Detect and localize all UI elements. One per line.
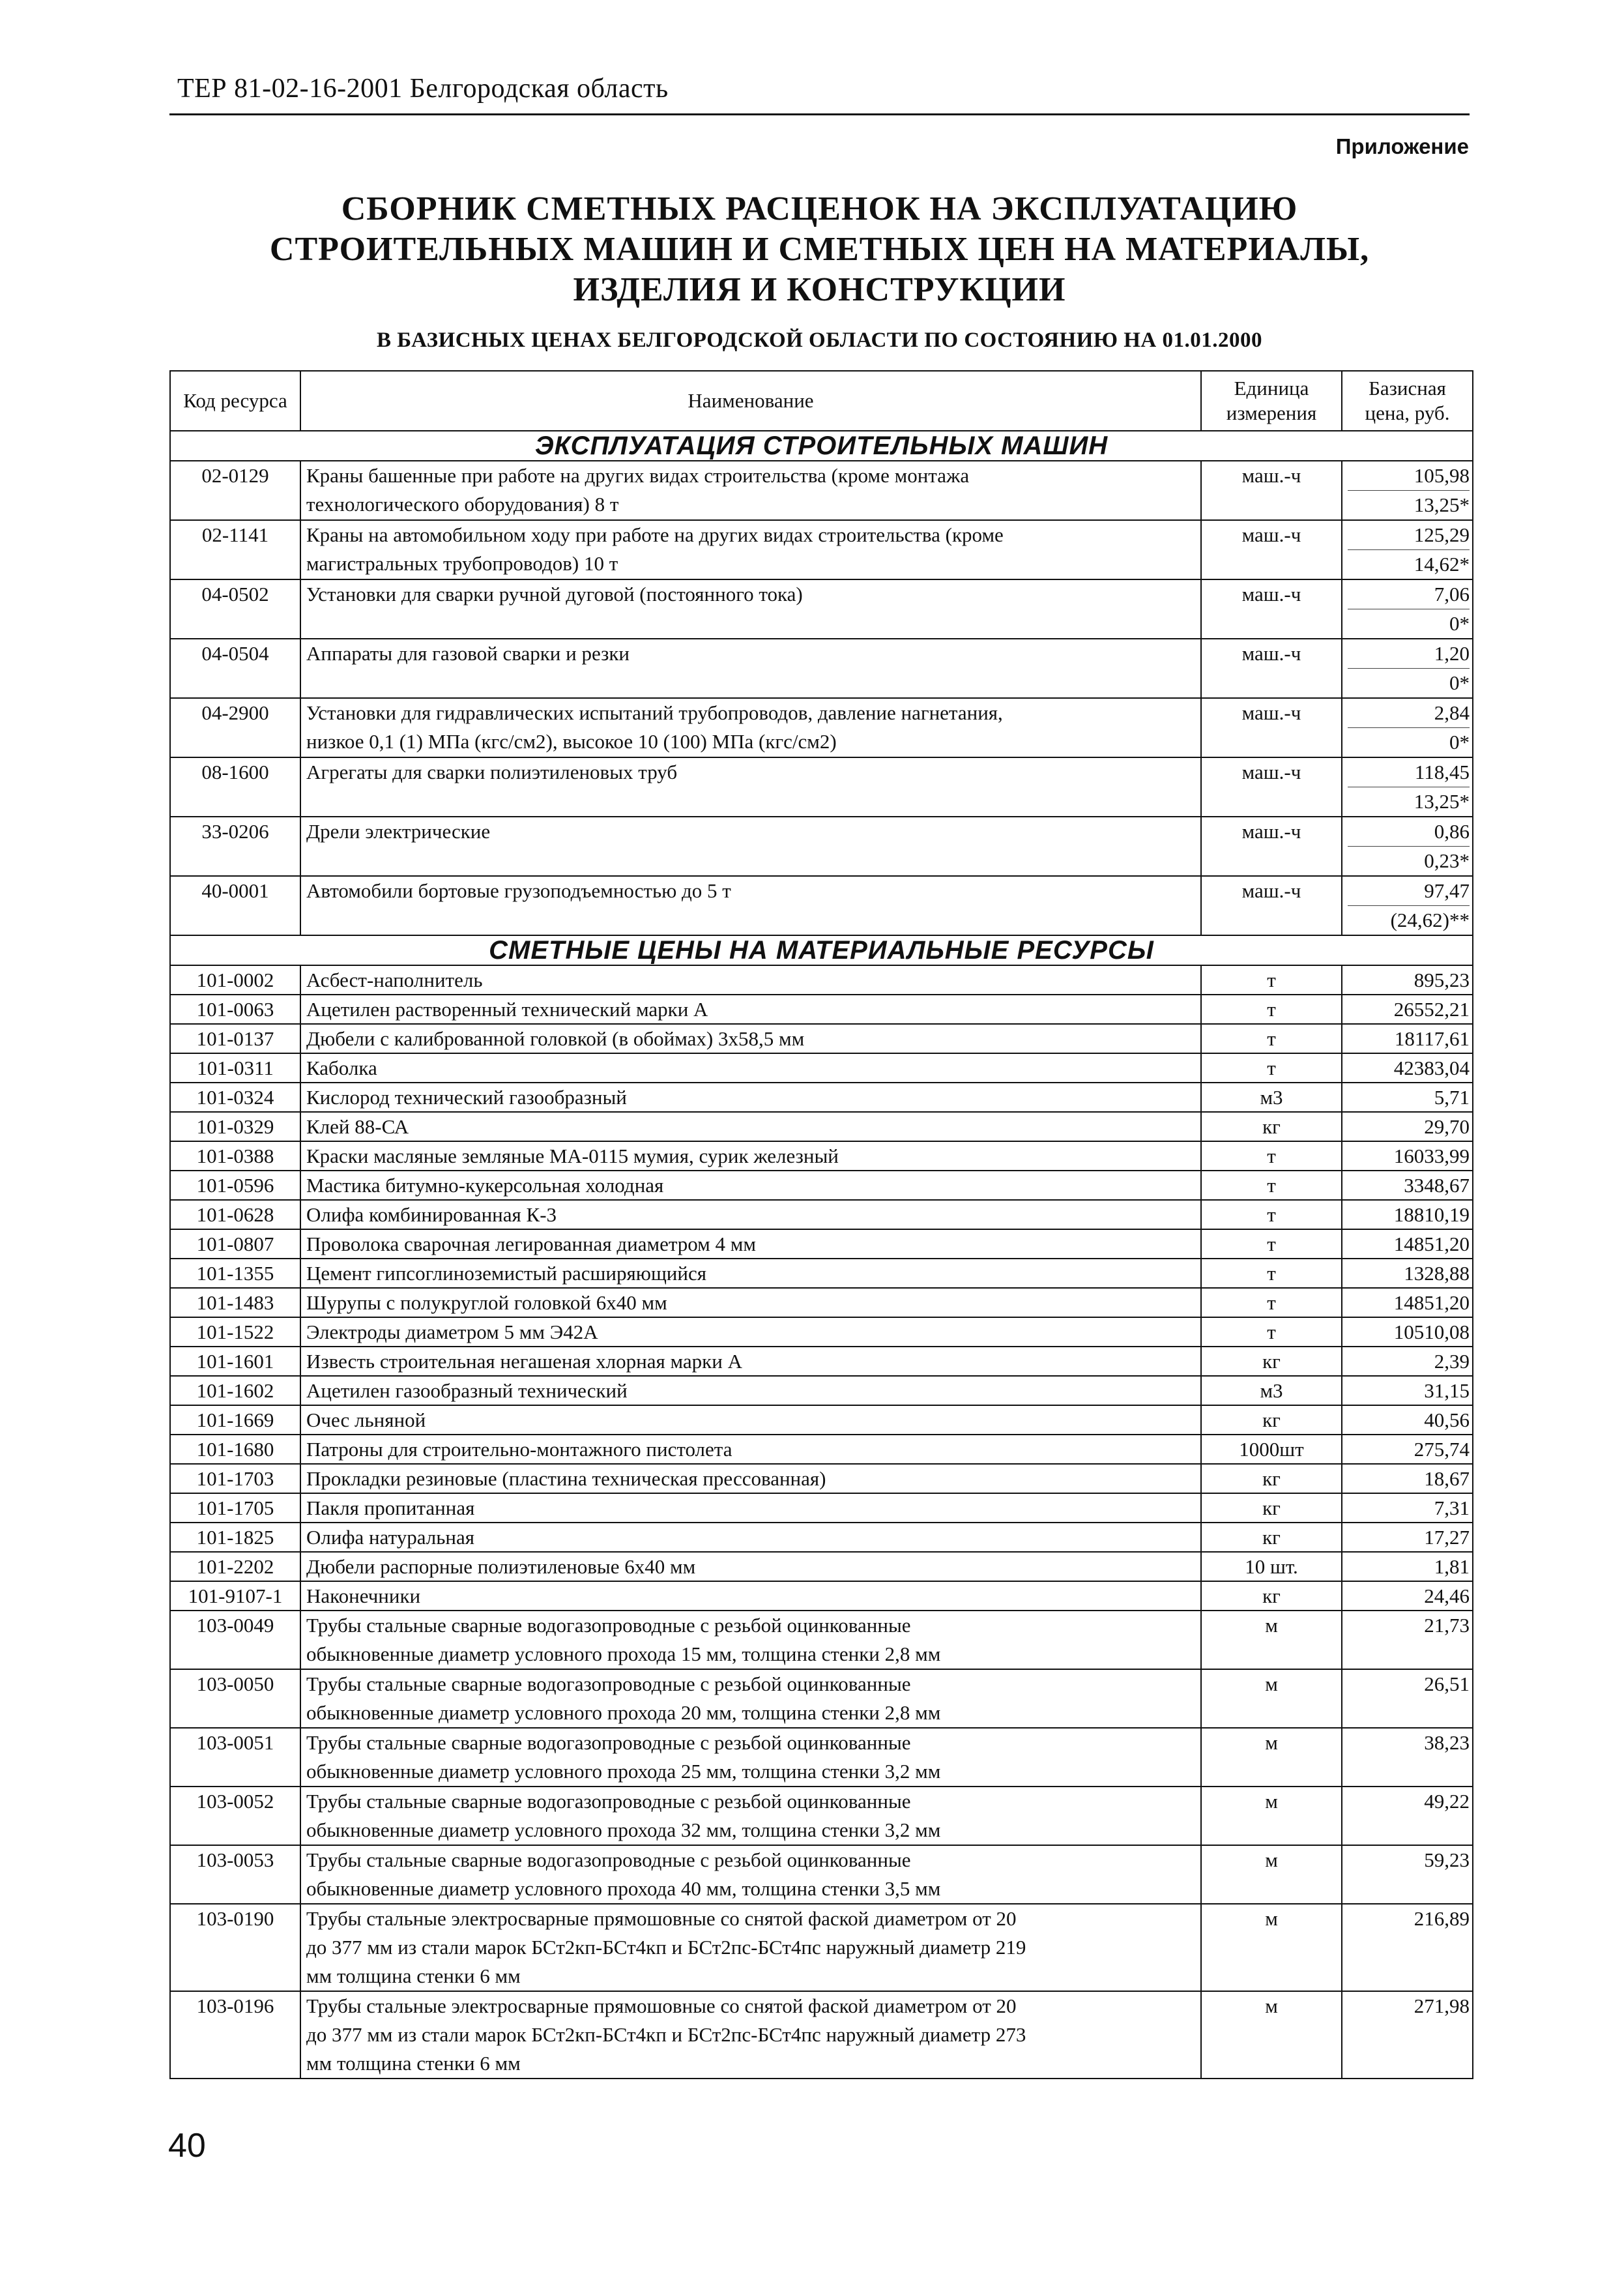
resource-name-line-2 — [306, 787, 1195, 815]
table-row — [170, 1317, 1473, 1347]
resource-name: Мастика битумно-кукерсольная холодная — [300, 1171, 1201, 1200]
resource-price: 271,98 — [1342, 1991, 1473, 2079]
resource-unit-text: маш.-ч — [1241, 761, 1301, 783]
resource-name-line-2: обыкновенные диаметр условного прохода 25 мм, толщина стенки 3,2 мм — [306, 1760, 941, 1783]
resource-price: 21,73 — [1342, 1611, 1473, 1669]
resource-code: 101-2202 — [170, 1552, 300, 1581]
base-price: 2,84 — [1434, 701, 1470, 724]
resource-name-line-1: Автомобили бортовые грузоподъемностью до 5 т — [306, 879, 731, 902]
resource-unit: м — [1201, 1787, 1342, 1845]
resource-name — [300, 579, 1201, 639]
price-table-wrapper — [169, 370, 1472, 2079]
table-row — [170, 1376, 1473, 1405]
resource-name: Шурупы с полукруглой головкой 6х40 мм — [300, 1288, 1201, 1317]
column-header-unit-line-1: Единица — [1234, 377, 1309, 400]
resource-unit: 10 шт. — [1201, 1552, 1342, 1581]
resource-unit: т — [1201, 1259, 1342, 1288]
resource-unit — [1201, 817, 1342, 876]
resource-code: 103-0196 — [170, 1991, 300, 2079]
table-row — [170, 579, 1473, 639]
appendix-label: Приложение — [1335, 134, 1469, 158]
resource-unit-text: маш.-ч — [1241, 879, 1301, 902]
table-row — [170, 1347, 1473, 1376]
resource-price: 40,56 — [1342, 1405, 1473, 1435]
table-row — [170, 1171, 1473, 1200]
resource-name-line-2 — [306, 668, 1195, 697]
resource-unit: кг — [1201, 1112, 1342, 1141]
resource-code: 101-1483 — [170, 1288, 300, 1317]
table-row — [170, 995, 1473, 1024]
resource-unit — [1201, 757, 1342, 817]
resource-price: 895,23 — [1342, 965, 1473, 995]
resource-name-line-1: Агрегаты для сварки полиэтиленовых труб — [306, 761, 678, 783]
resource-code: 101-0311 — [170, 1053, 300, 1083]
table-row — [170, 461, 1473, 520]
resource-name: Электроды диаметром 5 мм Э42А — [300, 1317, 1201, 1347]
resource-name-line-2: технологического оборудования) 8 т — [306, 493, 619, 516]
resource-unit: т — [1201, 995, 1342, 1024]
base-price: 118,45 — [1414, 761, 1470, 783]
resource-name: Краски масляные земляные МА-0115 мумия, сурик железный — [300, 1141, 1201, 1171]
table-row — [170, 1288, 1473, 1317]
column-header-unit-line-2: измерения — [1226, 401, 1317, 424]
resource-code: 103-0049 — [170, 1611, 300, 1669]
resource-code — [170, 639, 300, 698]
resource-name: Известь строительная негашеная хлорная марки А — [300, 1347, 1201, 1376]
title-line-1: СБОРНИК СМЕТНЫХ РАСЦЕНОК НА ЭКСПЛУАТАЦИЮ — [341, 190, 1298, 227]
base-price-wage-component: 13,25* — [1348, 490, 1470, 519]
base-price-wage-component: (24,62)** — [1348, 905, 1470, 935]
resource-code: 101-0002 — [170, 965, 300, 995]
base-price: 105,98 — [1414, 464, 1470, 487]
resource-name — [300, 1669, 1201, 1728]
resource-price: 26,51 — [1342, 1669, 1473, 1728]
resource-name — [300, 520, 1201, 579]
base-price: 125,29 — [1414, 523, 1470, 546]
resource-name-line-2: до 377 мм из стали марок БСт2кп-БСт4кп и БСт2пс-БСт4пс наружный диаметр 273 — [306, 2023, 1026, 2046]
base-price: 7,06 — [1434, 583, 1470, 606]
resource-unit: т — [1201, 1200, 1342, 1229]
resource-unit: т — [1201, 1317, 1342, 1347]
table-header-row — [170, 371, 1473, 431]
table-row — [170, 1024, 1473, 1053]
materials-section — [170, 935, 1473, 2079]
resource-code — [170, 520, 300, 579]
resource-name-line-2: обыкновенные диаметр условного прохода 40 мм, толщина стенки 3,5 мм — [306, 1877, 941, 1900]
resource-name — [300, 1787, 1201, 1845]
resource-name: Асбест-наполнитель — [300, 965, 1201, 995]
table-row — [170, 1405, 1473, 1435]
table-row — [170, 520, 1473, 579]
resource-name-line-2: до 377 мм из стали марок БСт2кп-БСт4кп и БСт2пс-БСт4пс наружный диаметр 219 — [306, 1936, 1026, 1959]
resource-code — [170, 757, 300, 817]
column-header-code: Код ресурса — [170, 371, 300, 431]
resource-code: 101-1705 — [170, 1493, 300, 1523]
price-table — [169, 370, 1473, 2079]
resource-price: 31,15 — [1342, 1376, 1473, 1405]
resource-price: 18,67 — [1342, 1464, 1473, 1493]
table-row — [170, 1581, 1473, 1611]
title-block — [169, 189, 1470, 353]
section-title-machines: ЭКСПЛУАТАЦИЯ СТРОИТЕЛЬНЫХ МАШИН — [170, 431, 1473, 461]
resource-name: Каболка — [300, 1053, 1201, 1083]
resource-code-text: 02-0129 — [201, 464, 269, 487]
resource-code: 101-1703 — [170, 1464, 300, 1493]
resource-unit-text: маш.-ч — [1241, 820, 1301, 843]
resource-code: 101-0324 — [170, 1083, 300, 1112]
resource-unit: м — [1201, 1728, 1342, 1787]
resource-name-line-2: обыкновенные диаметр условного прохода 15 мм, толщина стенки 2,8 мм — [306, 1642, 941, 1665]
table-row — [170, 1845, 1473, 1904]
resource-price: 42383,04 — [1342, 1053, 1473, 1083]
table-row — [170, 1141, 1473, 1171]
resource-unit — [1201, 461, 1342, 520]
resource-unit: т — [1201, 965, 1342, 995]
resource-code: 101-1825 — [170, 1523, 300, 1552]
resource-name: Проволока сварочная легированная диаметром 4 мм — [300, 1229, 1201, 1259]
resource-name: Ацетилен газообразный технический — [300, 1376, 1201, 1405]
resource-code: 103-0053 — [170, 1845, 300, 1904]
resource-unit: т — [1201, 1171, 1342, 1200]
resource-price: 7,31 — [1342, 1493, 1473, 1523]
table-row — [170, 1728, 1473, 1787]
resource-unit: кг — [1201, 1493, 1342, 1523]
resource-name: Олифа натуральная — [300, 1523, 1201, 1552]
resource-price: 275,74 — [1342, 1435, 1473, 1464]
table-row — [170, 1083, 1473, 1112]
resource-name-line-1: Трубы стальные сварные водогазопроводные с резьбой оцинкованные — [306, 1614, 911, 1637]
column-header-name: Наименование — [300, 371, 1201, 431]
resource-unit: м — [1201, 1991, 1342, 2079]
resource-name: Очес льняной — [300, 1405, 1201, 1435]
table-row — [170, 817, 1473, 876]
resource-code-text: 33-0206 — [201, 820, 269, 843]
base-price-wage-component: 13,25* — [1348, 787, 1470, 816]
resource-name: Прокладки резиновые (пластина техническая прессованная) — [300, 1464, 1201, 1493]
resource-price — [1342, 579, 1473, 639]
resource-name: Ацетилен растворенный технический марки А — [300, 995, 1201, 1024]
resource-unit: кг — [1201, 1347, 1342, 1376]
column-header-price-line-2: цена, руб. — [1365, 401, 1450, 424]
resource-name — [300, 817, 1201, 876]
column-header-unit — [1201, 371, 1342, 431]
resource-unit-text: маш.-ч — [1241, 523, 1301, 546]
base-price: 0,86 — [1434, 820, 1470, 843]
resource-name-line-1: Трубы стальные сварные водогазопроводные с резьбой оцинкованные — [306, 1790, 911, 1813]
resource-code: 101-0807 — [170, 1229, 300, 1259]
resource-name — [300, 698, 1201, 757]
resource-name-line-1: Аппараты для газовой сварки и резки — [306, 642, 630, 665]
resource-unit-text: маш.-ч — [1241, 464, 1301, 487]
resource-code: 101-1680 — [170, 1435, 300, 1464]
resource-unit — [1201, 520, 1342, 579]
resource-price — [1342, 461, 1473, 520]
resource-code-text: 04-0504 — [201, 642, 269, 665]
resource-code: 101-0063 — [170, 995, 300, 1024]
resource-code — [170, 876, 300, 935]
resource-price — [1342, 757, 1473, 817]
resource-unit-text: маш.-ч — [1241, 701, 1301, 724]
resource-name-line-1: Трубы стальные электросварные прямошовные со снятой фаской диаметром от 20 — [306, 1994, 1017, 2017]
base-price: 97,47 — [1424, 879, 1470, 902]
resource-price: 1,81 — [1342, 1552, 1473, 1581]
resource-code — [170, 817, 300, 876]
resource-code-text: 04-0502 — [201, 583, 269, 606]
resource-unit: т — [1201, 1288, 1342, 1317]
resource-code — [170, 579, 300, 639]
table-row — [170, 1787, 1473, 1845]
resource-code: 101-9107-1 — [170, 1581, 300, 1611]
section-header-row — [170, 431, 1473, 461]
resource-price: 2,39 — [1342, 1347, 1473, 1376]
resource-code — [170, 698, 300, 757]
resource-name — [300, 1991, 1201, 2079]
header-rule — [169, 113, 1470, 115]
resource-unit — [1201, 639, 1342, 698]
resource-price: 29,70 — [1342, 1112, 1473, 1141]
resource-code: 103-0051 — [170, 1728, 300, 1787]
resource-unit — [1201, 698, 1342, 757]
table-row — [170, 1523, 1473, 1552]
table-row — [170, 1669, 1473, 1728]
resource-code: 101-1601 — [170, 1347, 300, 1376]
table-row — [170, 1552, 1473, 1581]
resource-name-line-2: обыкновенные диаметр условного прохода 20 мм, толщина стенки 2,8 мм — [306, 1701, 941, 1724]
resource-code: 101-0388 — [170, 1141, 300, 1171]
base-price-wage-component: 0* — [1348, 609, 1470, 638]
resource-price: 18117,61 — [1342, 1024, 1473, 1053]
table-row — [170, 698, 1473, 757]
resource-name-line-2: магистральных трубопроводов) 10 т — [306, 552, 618, 575]
resource-price: 59,23 — [1342, 1845, 1473, 1904]
resource-name-line-2 — [306, 905, 1195, 934]
title-line-3: ИЗДЕЛИЯ И КОНСТРУКЦИИ — [573, 271, 1066, 308]
resource-name — [300, 757, 1201, 817]
column-header-price-line-1: Базисная — [1369, 377, 1446, 400]
resource-unit: т — [1201, 1024, 1342, 1053]
table-row — [170, 757, 1473, 817]
resource-price — [1342, 639, 1473, 698]
resource-name-line-1: Краны на автомобильном ходу при работе на других видах строительства (кроме — [306, 523, 1004, 546]
page-number: 40 — [168, 2127, 206, 2165]
resource-unit-text: маш.-ч — [1241, 642, 1301, 665]
resource-unit: т — [1201, 1053, 1342, 1083]
resource-name-line-3: мм толщина стенки 6 мм — [306, 1964, 521, 1987]
resource-code: 101-1669 — [170, 1405, 300, 1435]
resource-price: 10510,08 — [1342, 1317, 1473, 1347]
resource-code: 101-0596 — [170, 1171, 300, 1200]
column-header-price — [1342, 371, 1473, 431]
resource-name — [300, 461, 1201, 520]
resource-unit: м — [1201, 1669, 1342, 1728]
resource-unit — [1201, 579, 1342, 639]
resource-name — [300, 1904, 1201, 1991]
machines-section — [170, 431, 1473, 935]
resource-name-line-1: Трубы стальные сварные водогазопроводные с резьбой оцинкованные — [306, 1672, 911, 1695]
section-title-materials: СМЕТНЫЕ ЦЕНЫ НА МАТЕРИАЛЬНЫЕ РЕСУРСЫ — [170, 935, 1473, 965]
resource-name-line-2 — [306, 846, 1195, 875]
resource-code-text: 04-2900 — [201, 701, 269, 724]
document-subtitle: В БАЗИСНЫХ ЦЕНАХ БЕЛГОРОДСКОЙ ОБЛАСТИ ПО СОСТОЯНИЮ НА 01.01.2000 — [377, 328, 1262, 352]
table-row — [170, 1259, 1473, 1288]
resource-price: 14851,20 — [1342, 1229, 1473, 1259]
resource-name: Дюбели с калиброванной головкой (в обоймах) 3х58,5 мм — [300, 1024, 1201, 1053]
resource-code: 101-1355 — [170, 1259, 300, 1288]
resource-name — [300, 639, 1201, 698]
resource-name-line-1: Трубы стальные электросварные прямошовные со снятой фаской диаметром от 20 — [306, 1907, 1017, 1930]
resource-name: Дюбели распорные полиэтиленовые 6х40 мм — [300, 1552, 1201, 1581]
resource-price — [1342, 817, 1473, 876]
resource-price: 17,27 — [1342, 1523, 1473, 1552]
table-row — [170, 1991, 1473, 2079]
resource-price: 216,89 — [1342, 1904, 1473, 1991]
resource-unit: кг — [1201, 1581, 1342, 1611]
resource-name-line-2 — [306, 609, 1195, 637]
resource-name-line-1: Трубы стальные сварные водогазопроводные с резьбой оцинкованные — [306, 1731, 911, 1754]
resource-name-line-1: Установки для гидравлических испытаний трубопроводов, давление нагнетания, — [306, 701, 1003, 724]
table-row — [170, 1229, 1473, 1259]
resource-code: 103-0050 — [170, 1669, 300, 1728]
resource-code — [170, 461, 300, 520]
resource-unit: м — [1201, 1845, 1342, 1904]
resource-code: 101-0329 — [170, 1112, 300, 1141]
resource-price: 49,22 — [1342, 1787, 1473, 1845]
table-row — [170, 1904, 1473, 1991]
table-row — [170, 1112, 1473, 1141]
resource-unit: м — [1201, 1611, 1342, 1669]
resource-name-line-1: Краны башенные при работе на других видах строительства (кроме монтажа — [306, 464, 970, 487]
table-row — [170, 1493, 1473, 1523]
resource-name — [300, 1611, 1201, 1669]
resource-price: 16033,99 — [1342, 1141, 1473, 1171]
running-header: ТЕР 81-02-16-2001 Белгородская область — [177, 74, 669, 104]
resource-price — [1342, 876, 1473, 935]
table-row — [170, 1200, 1473, 1229]
resource-code-text: 40-0001 — [201, 879, 269, 902]
resource-unit: т — [1201, 1141, 1342, 1171]
resource-price: 5,71 — [1342, 1083, 1473, 1112]
resource-unit: кг — [1201, 1464, 1342, 1493]
resource-name-line-3: мм толщина стенки 6 мм — [306, 2052, 521, 2075]
base-price-wage-component: 14,62* — [1348, 549, 1470, 579]
table-row — [170, 1464, 1473, 1493]
resource-name — [300, 1728, 1201, 1787]
resource-price: 3348,67 — [1342, 1171, 1473, 1200]
resource-unit: 1000шт — [1201, 1435, 1342, 1464]
resource-name: Наконечники — [300, 1581, 1201, 1611]
resource-name — [300, 876, 1201, 935]
base-price-wage-component: 0* — [1348, 668, 1470, 697]
resource-unit — [1201, 876, 1342, 935]
document-title — [169, 189, 1470, 310]
resource-name-line-2: обыкновенные диаметр условного прохода 32 мм, толщина стенки 3,2 мм — [306, 1818, 941, 1841]
resource-price: 14851,20 — [1342, 1288, 1473, 1317]
table-row — [170, 1053, 1473, 1083]
resource-unit: т — [1201, 1229, 1342, 1259]
section-header-row — [170, 935, 1473, 965]
resource-code: 101-0628 — [170, 1200, 300, 1229]
resource-code: 101-1602 — [170, 1376, 300, 1405]
resource-code: 103-0190 — [170, 1904, 300, 1991]
resource-name — [300, 1845, 1201, 1904]
resource-unit: кг — [1201, 1523, 1342, 1552]
table-row — [170, 876, 1473, 935]
resource-name: Кислород технический газообразный — [300, 1083, 1201, 1112]
resource-name: Цемент гипсоглиноземистый расширяющийся — [300, 1259, 1201, 1288]
resource-name-line-1: Трубы стальные сварные водогазопроводные с резьбой оцинкованные — [306, 1848, 911, 1871]
resource-unit: м — [1201, 1904, 1342, 1991]
table-row — [170, 965, 1473, 995]
resource-price: 24,46 — [1342, 1581, 1473, 1611]
resource-code: 101-0137 — [170, 1024, 300, 1053]
resource-name-line-2: низкое 0,1 (1) МПа (кгс/см2), высокое 10 (100) МПа (кгс/см2) — [306, 730, 837, 753]
resource-name-line-1: Дрели электрические — [306, 820, 491, 843]
resource-code-text: 02-1141 — [201, 523, 269, 546]
base-price-wage-component: 0,23* — [1348, 846, 1470, 875]
resource-name: Пакля пропитанная — [300, 1493, 1201, 1523]
resource-price: 1328,88 — [1342, 1259, 1473, 1288]
resource-unit: м3 — [1201, 1376, 1342, 1405]
base-price-wage-component: 0* — [1348, 727, 1470, 757]
resource-name: Олифа комбинированная К-3 — [300, 1200, 1201, 1229]
resource-price: 38,23 — [1342, 1728, 1473, 1787]
table-row — [170, 1611, 1473, 1669]
resource-name-line-1: Установки для сварки ручной дуговой (постоянного тока) — [306, 583, 803, 606]
resource-name: Патроны для строительно-монтажного пистолета — [300, 1435, 1201, 1464]
resource-price: 26552,21 — [1342, 995, 1473, 1024]
resource-price: 18810,19 — [1342, 1200, 1473, 1229]
base-price: 1,20 — [1434, 642, 1470, 665]
resource-code: 103-0052 — [170, 1787, 300, 1845]
resource-unit-text: маш.-ч — [1241, 583, 1301, 606]
title-line-2: СТРОИТЕЛЬНЫХ МАШИН И СМЕТНЫХ ЦЕН НА МАТЕРИАЛЫ, — [269, 231, 1370, 268]
resource-unit: м3 — [1201, 1083, 1342, 1112]
resource-unit: кг — [1201, 1405, 1342, 1435]
resource-price — [1342, 698, 1473, 757]
resource-code: 101-1522 — [170, 1317, 300, 1347]
table-row — [170, 639, 1473, 698]
resource-name: Клей 88-СА — [300, 1112, 1201, 1141]
resource-code-text: 08-1600 — [201, 761, 269, 783]
table-row — [170, 1435, 1473, 1464]
resource-price — [1342, 520, 1473, 579]
